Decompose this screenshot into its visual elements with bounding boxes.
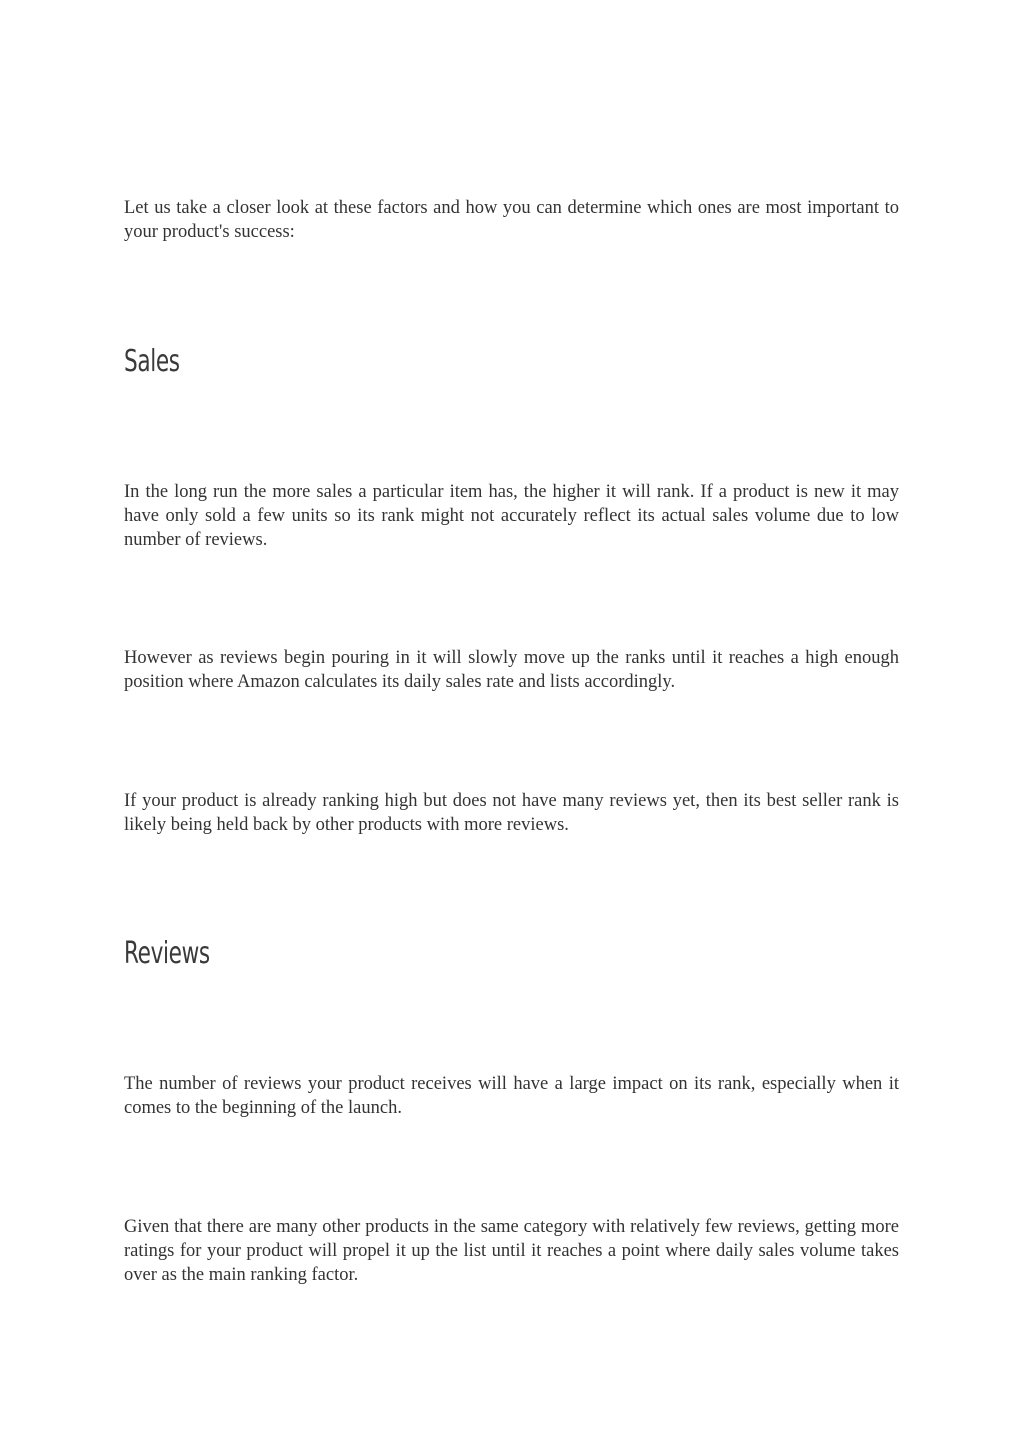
reviews-paragraph-2: Given that there are many other products in the same category with relatively few reviews, getting more ratings for your product will propel it up the list until it reaches a point where daily sales volume takes over as the main ranking factor. <box>124 1217 899 1285</box>
intro-paragraph: Let us take a closer look at these factors and how you can determine which ones are most important to your product's success: <box>124 198 899 242</box>
sales-paragraph-3: If your product is already ranking high but does not have many reviews yet, then its best seller rank is likely being held back by other products with more reviews. <box>124 791 899 835</box>
section-heading-reviews: Reviews <box>124 936 210 971</box>
sales-paragraph-2: However as reviews begin pouring in it will slowly move up the ranks until it reaches a high enough position where Amazon calculates its daily sales rate and lists accordingly. <box>124 648 899 692</box>
sales-paragraph-1: In the long run the more sales a particular item has, the higher it will rank. If a product is new it may have only sold a few units so its rank might not accurately reflect its actual sales volume due to low number of reviews. <box>124 482 899 550</box>
reviews-paragraph-1: The number of reviews your product receives will have a large impact on its rank, especially when it comes to the beginning of the launch. <box>124 1074 899 1118</box>
section-heading-sales: Sales <box>124 344 180 379</box>
